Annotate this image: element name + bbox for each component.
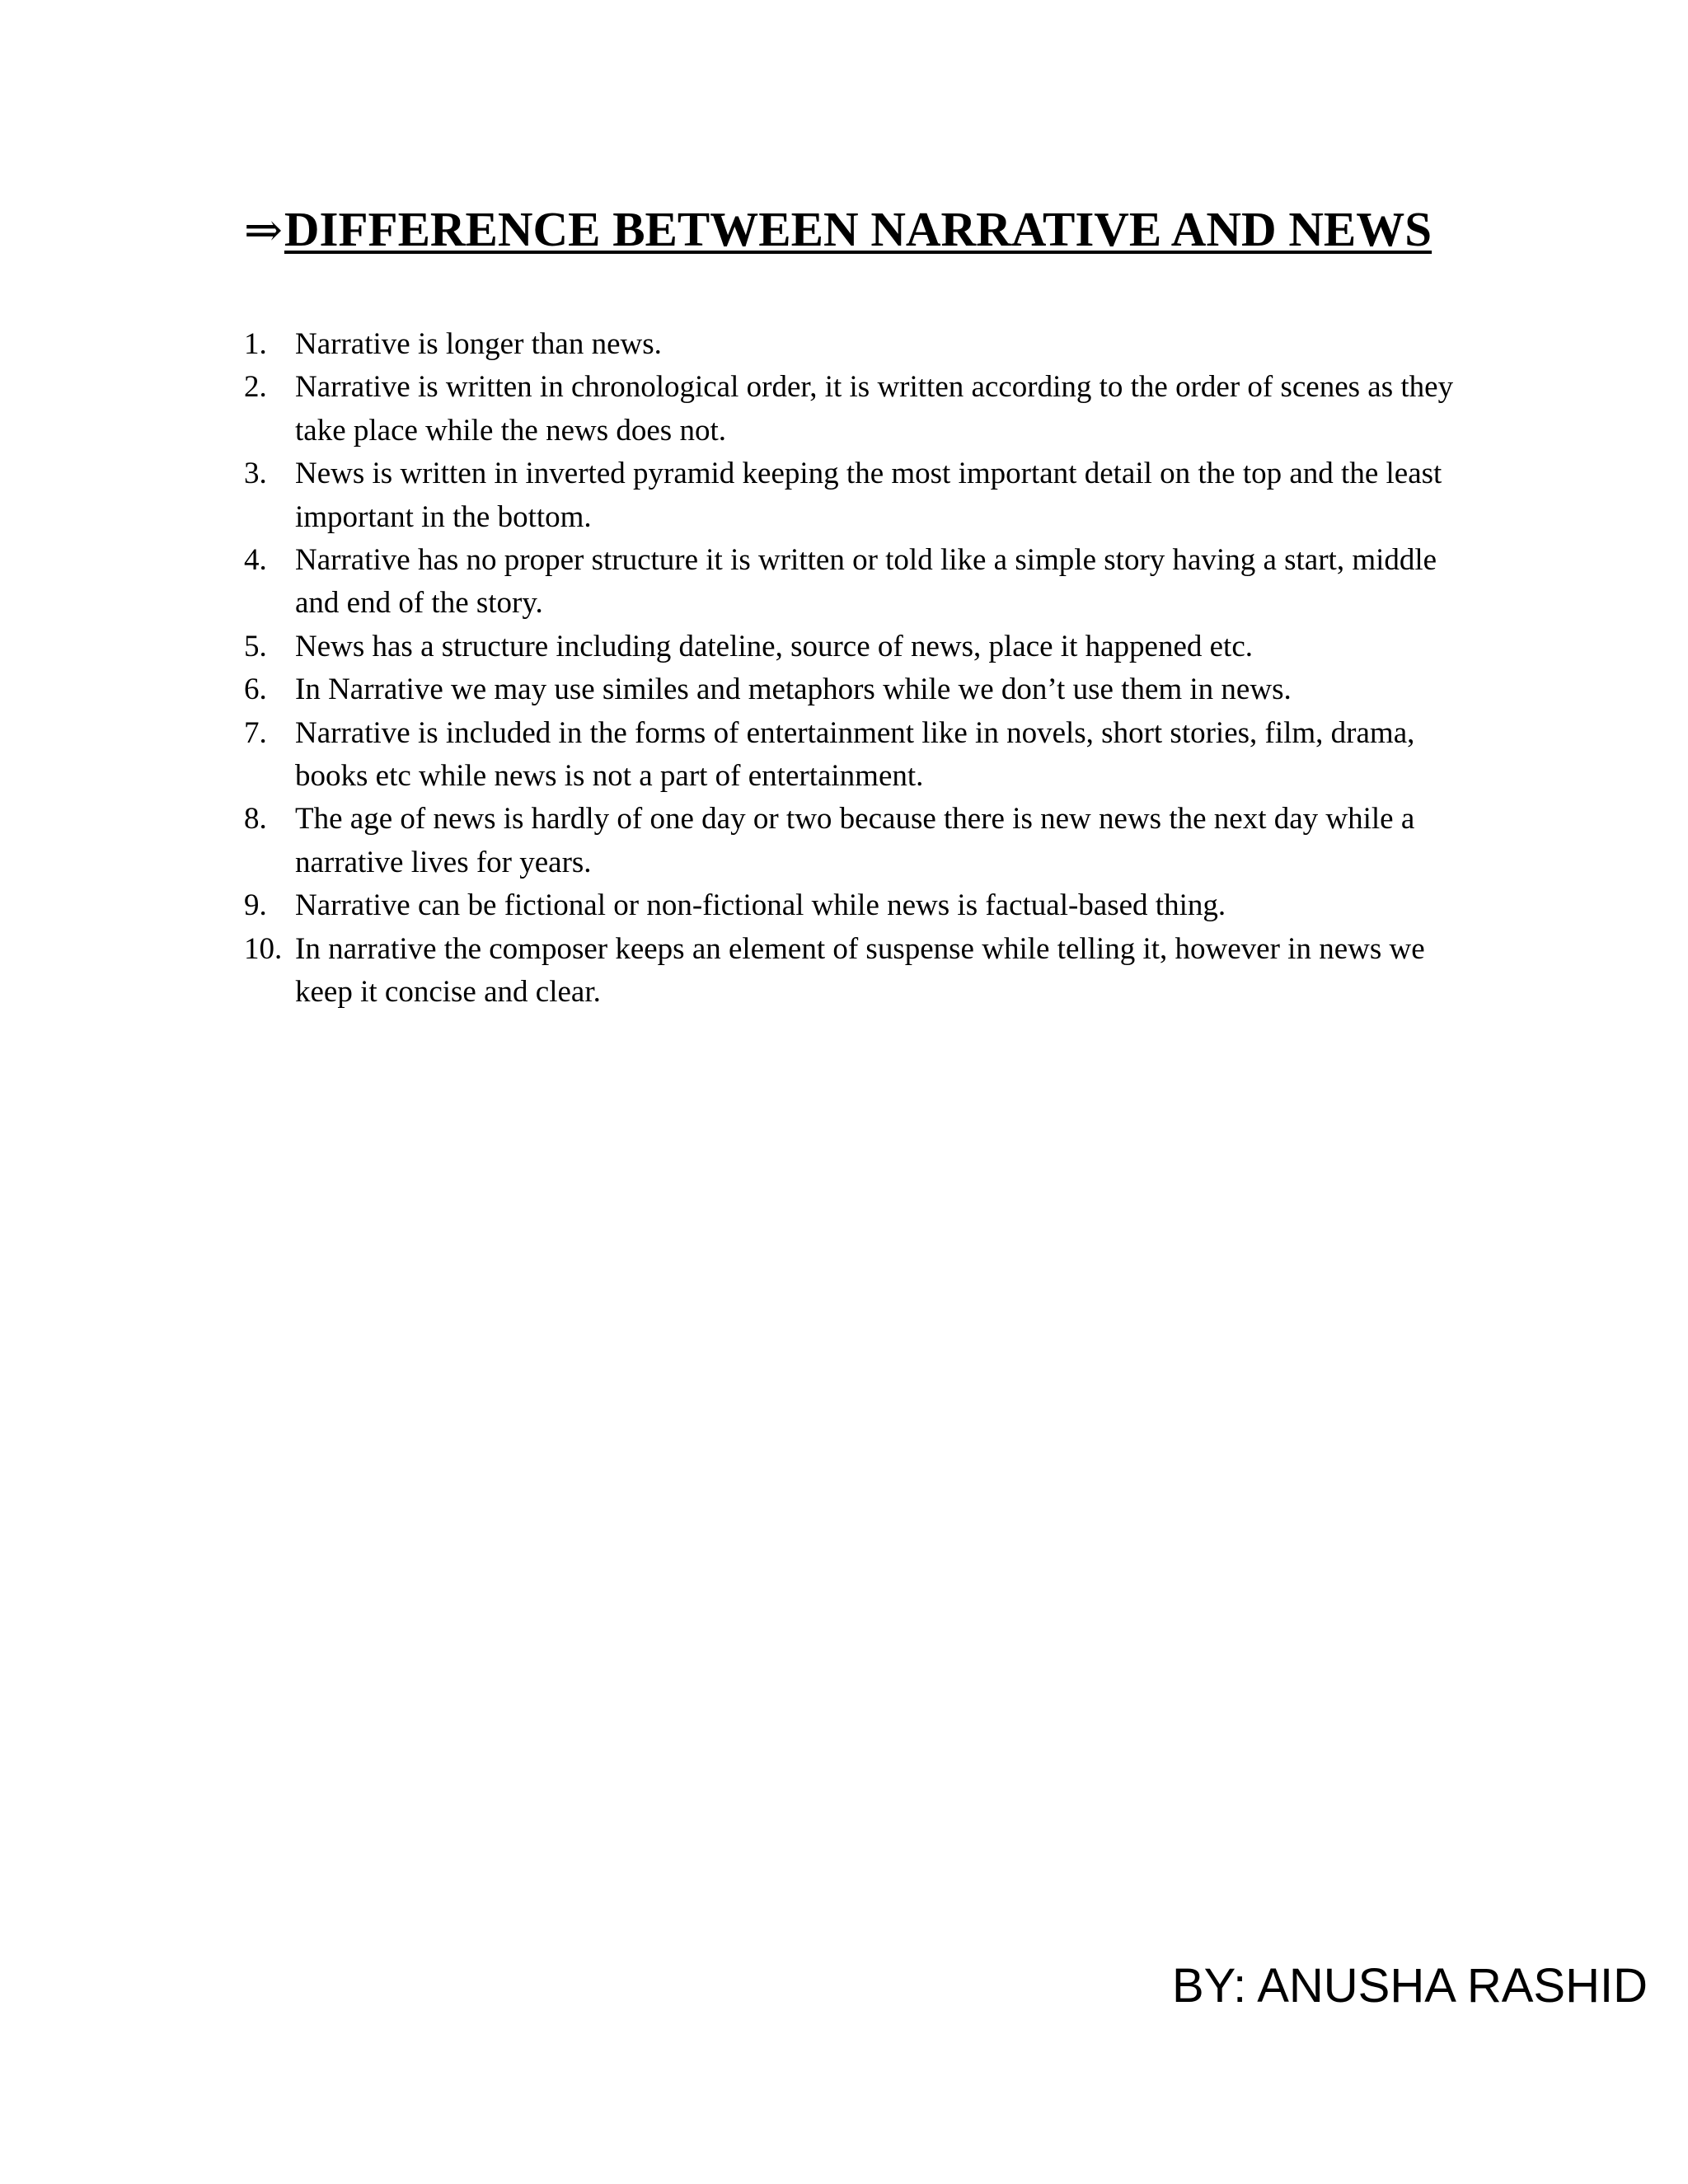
- list-item-text: News has a structure including dateline, source of news, place it happened etc.: [295, 629, 1253, 663]
- differences-list: [244, 323, 1464, 1015]
- list-item: [244, 798, 1464, 884]
- list-item-number: 2.: [244, 370, 267, 405]
- list-item-number: 10.: [244, 931, 283, 966]
- list-item: [244, 366, 1464, 452]
- list-item: [244, 928, 1464, 1015]
- list-item-text: Narrative can be fictional or non-fictional while news is factual-based thing.: [295, 888, 1226, 923]
- list-item: [244, 712, 1464, 799]
- list-item-number: 5.: [244, 629, 267, 663]
- list-item: [244, 668, 1464, 711]
- list-item-number: 4.: [244, 543, 267, 578]
- list-item-number: 3.: [244, 457, 267, 491]
- list-item: [244, 626, 1464, 668]
- list-item-text: In narrative the composer keeps an element of suspense while telling it, however in news we keep it concise and clear.: [295, 931, 1425, 1010]
- list-item-number: 6.: [244, 673, 267, 707]
- list-item-text: The age of news is hardly of one day or two because there is new news the next day while a narrative lives for years.: [295, 802, 1415, 879]
- page-title: [244, 196, 1480, 264]
- list-item-text: Narrative has no proper structure it is written or told like a simple story having a start, middle and end of the story.: [295, 543, 1437, 621]
- list-item: [244, 323, 1464, 366]
- list-item-number: 1.: [244, 327, 267, 361]
- author-credit: BY: ANUSHA RASHID: [1172, 1959, 1648, 2013]
- list-item: [244, 452, 1464, 539]
- list-item-text: Narrative is written in chronological order, it is written according to the order of scenes as they take place while the news does not.: [295, 370, 1454, 448]
- list-item-number: 8.: [244, 802, 267, 837]
- list-item-number: 7.: [244, 715, 267, 750]
- list-item-number: 9.: [244, 888, 267, 923]
- list-item-text: Narrative is included in the forms of entertainment like in novels, short stories, film, drama, books etc while news is not a part of entertainment.: [295, 715, 1415, 794]
- list-item-text: Narrative is longer than news.: [295, 327, 662, 361]
- page-title-text: DIFFERENCE BETWEEN NARRATIVE AND NEWS: [284, 202, 1432, 256]
- double-arrow-icon: ⇒: [244, 205, 283, 256]
- list-item: [244, 884, 1464, 927]
- list-item-text: In Narrative we may use similes and metaphors while we don’t use them in news.: [295, 673, 1292, 707]
- list-item: [244, 539, 1464, 626]
- list-item-text: News is written in inverted pyramid keeping the most important detail on the top and the least important in the bottom.: [295, 457, 1442, 534]
